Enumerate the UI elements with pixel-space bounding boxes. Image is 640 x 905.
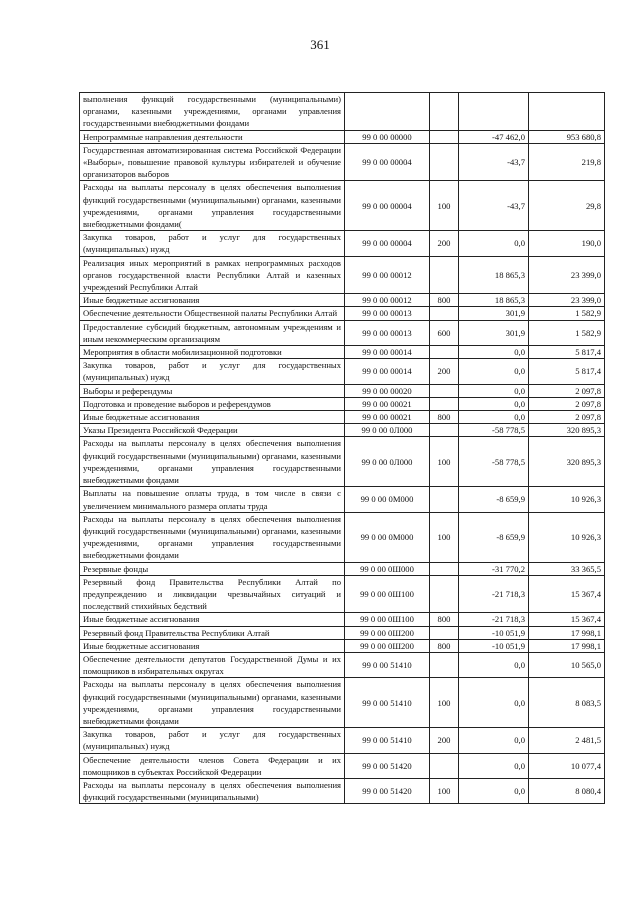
row-expense-type: 100 [430,181,459,231]
row-total-amount: 1 582,9 [529,307,605,320]
row-change-amount: -31 770,2 [459,562,529,575]
row-code: 99 0 00 0Ш200 [345,626,430,639]
row-code: 99 0 00 00014 [345,359,430,384]
row-code: 99 0 00 00012 [345,294,430,307]
row-expense-type: 100 [430,512,459,562]
table-row [80,652,605,677]
row-code: 99 0 00 00020 [345,384,430,397]
row-change-amount: 0,0 [459,728,529,753]
table-row [80,411,605,424]
row-change-amount: 18 865,3 [459,256,529,294]
row-change-amount: 0,0 [459,678,529,728]
row-name: Обеспечение деятельности членов Совета Федерации и их помощников в субъектах Российской Федерации [80,753,345,778]
row-total-amount: 29,8 [529,181,605,231]
row-total-amount: 1 582,9 [529,320,605,345]
table-row [80,626,605,639]
row-total-amount: 10 926,3 [529,487,605,512]
row-total-amount: 190,0 [529,231,605,256]
row-name: Резервный фонд Правительства Республики Алтай по предупреждению и ликвидации чрезвычайных ситуаций и последствий стихийных бедствий [80,575,345,613]
table-row [80,562,605,575]
row-total-amount: 2 097,8 [529,411,605,424]
row-name: Непрограммные направления деятельности [80,130,345,143]
table-row [80,512,605,562]
table-row [80,359,605,384]
row-expense-type [430,346,459,359]
row-code: 99 0 00 51410 [345,678,430,728]
row-name: Обеспечение деятельности Общественной палаты Республики Алтай [80,307,345,320]
row-change-amount: -47 462,0 [459,130,529,143]
row-total-amount: 2 481,5 [529,728,605,753]
row-change-amount: -43,7 [459,181,529,231]
row-code: 99 0 00 0Л000 [345,424,430,437]
row-code: 99 0 00 00014 [345,346,430,359]
row-change-amount: -8 659,9 [459,487,529,512]
table-row [80,728,605,753]
row-expense-type [430,626,459,639]
row-code: 99 0 00 00004 [345,231,430,256]
budget-table [79,92,605,804]
row-change-amount: 0,0 [459,359,529,384]
row-total-amount: 10 077,4 [529,753,605,778]
table-row [80,143,605,181]
row-expense-type [430,487,459,512]
row-expense-type: 200 [430,728,459,753]
row-total-amount: 320 895,3 [529,424,605,437]
row-name: Расходы на выплаты персоналу в целях обеспечения выполнения функций государственными (муниципальными) [80,778,345,803]
row-change-amount: 0,0 [459,346,529,359]
table-row [80,384,605,397]
table-row [80,320,605,345]
row-change-amount: -58 778,5 [459,437,529,487]
table-row [80,130,605,143]
row-total-amount: 23 399,0 [529,294,605,307]
row-total-amount: 5 817,4 [529,359,605,384]
row-change-amount: 0,0 [459,753,529,778]
row-code: 99 0 00 0Ш100 [345,575,430,613]
row-total-amount: 5 817,4 [529,346,605,359]
row-change-amount: -10 051,9 [459,639,529,652]
row-name: Выплаты на повышение оплаты труда, в том числе в связи с увеличением минимального размера оплаты труда [80,487,345,512]
row-total-amount: 10 565,0 [529,652,605,677]
row-expense-type [430,307,459,320]
row-total-amount: 320 895,3 [529,437,605,487]
row-expense-type [430,562,459,575]
table-row [80,256,605,294]
row-name: Иные бюджетные ассигнования [80,294,345,307]
row-name: Подготовка и проведение выборов и референдумов [80,397,345,410]
row-code: 99 0 00 0Ш100 [345,613,430,626]
row-change-amount [459,93,529,131]
row-code: 99 0 00 0Ш000 [345,562,430,575]
row-code: 99 0 00 00021 [345,411,430,424]
row-change-amount: -8 659,9 [459,512,529,562]
row-name: Выборы и референдумы [80,384,345,397]
table-row [80,93,605,131]
row-name: Государственная автоматизированная система Российской Федерации «Выборы», повышение правовой культуры избирателей и обучение организаторов выборов [80,143,345,181]
row-change-amount: -21 718,3 [459,575,529,613]
row-name: Предоставление субсидий бюджетным, автономным учреждениям и иным некоммерческим организациям [80,320,345,345]
row-code: 99 0 00 00000 [345,130,430,143]
row-total-amount: 8 080,4 [529,778,605,803]
row-name: Расходы на выплаты персоналу в целях обеспечения выполнения функций государственными (муниципальными) органами, казенными учреждениями, органами управления государственными внебюджетными фондами [80,678,345,728]
row-change-amount: 18 865,3 [459,294,529,307]
row-expense-type: 600 [430,320,459,345]
row-expense-type [430,130,459,143]
row-code: 99 0 00 0Л000 [345,437,430,487]
row-change-amount: 0,0 [459,778,529,803]
row-expense-type [430,652,459,677]
row-expense-type: 200 [430,359,459,384]
row-change-amount: 0,0 [459,411,529,424]
row-name: Резервные фонды [80,562,345,575]
row-name: Закупка товаров, работ и услуг для государственных (муниципальных) нужд [80,728,345,753]
row-name: Указы Президента Российской Федерации [80,424,345,437]
row-total-amount: 953 680,8 [529,130,605,143]
table-row [80,231,605,256]
row-name: Расходы на выплаты персоналу в целях обеспечения выполнения функций государственными (муниципальными) органами, казенными учреждениями, органами управления государственными внебюджетными фондами [80,437,345,487]
row-change-amount: 0,0 [459,231,529,256]
row-name: Закупка товаров, работ и услуг для государственных (муниципальных) нужд [80,231,345,256]
row-change-amount: -58 778,5 [459,424,529,437]
row-code: 99 0 00 0Ш200 [345,639,430,652]
row-code: 99 0 00 51420 [345,778,430,803]
row-code: 99 0 00 00004 [345,181,430,231]
row-total-amount: 2 097,8 [529,397,605,410]
row-code: 99 0 00 51410 [345,728,430,753]
row-change-amount: -21 718,3 [459,613,529,626]
row-total-amount: 219,8 [529,143,605,181]
row-total-amount: 17 998,1 [529,626,605,639]
row-total-amount: 10 926,3 [529,512,605,562]
table-row [80,424,605,437]
row-code: 99 0 00 00013 [345,320,430,345]
table-row [80,397,605,410]
row-code: 99 0 00 00012 [345,256,430,294]
table-row [80,294,605,307]
row-expense-type [430,575,459,613]
row-expense-type [430,424,459,437]
row-expense-type: 100 [430,678,459,728]
row-name: Расходы на выплаты персоналу в целях обеспечения выполнения функций государственными (муниципальными) органами, казенными учреждениями, органами управления государственными внебюджетными фондами [80,512,345,562]
row-change-amount: -10 051,9 [459,626,529,639]
row-code: 99 0 00 0М000 [345,512,430,562]
row-expense-type: 800 [430,639,459,652]
budget-table-body [80,93,605,804]
row-code: 99 0 00 00004 [345,143,430,181]
table-row [80,778,605,803]
row-total-amount: 15 367,4 [529,575,605,613]
row-expense-type [430,143,459,181]
row-code: 99 0 00 51420 [345,753,430,778]
row-total-amount: 15 367,4 [529,613,605,626]
row-total-amount: 17 998,1 [529,639,605,652]
row-name: Резервный фонд Правительства Республики Алтай [80,626,345,639]
row-expense-type: 100 [430,437,459,487]
row-total-amount [529,93,605,131]
row-code [345,93,430,131]
row-total-amount: 8 083,5 [529,678,605,728]
row-expense-type: 800 [430,411,459,424]
row-change-amount: 301,9 [459,320,529,345]
row-expense-type [430,256,459,294]
table-row [80,346,605,359]
row-change-amount: 0,0 [459,652,529,677]
row-name: Иные бюджетные ассигнования [80,613,345,626]
row-name: Реализация иных мероприятий в рамках непрограммных расходов органов государственной власти Республики Алтай и казенных учреждений Республики Алтай [80,256,345,294]
row-change-amount: -43,7 [459,143,529,181]
table-row [80,307,605,320]
row-code: 99 0 00 00013 [345,307,430,320]
row-expense-type: 800 [430,294,459,307]
row-name: Иные бюджетные ассигнования [80,639,345,652]
row-name: выполнения функций государственными (муниципальными) органами, казенными учреждениями, органами управления государственными внебюджетными фондами [80,93,345,131]
row-expense-type: 100 [430,778,459,803]
row-expense-type: 200 [430,231,459,256]
row-expense-type [430,93,459,131]
row-change-amount: 0,0 [459,397,529,410]
table-row [80,753,605,778]
row-name: Обеспечение деятельности депутатов Государственной Думы и их помощников в избирательных округах [80,652,345,677]
row-total-amount: 33 365,5 [529,562,605,575]
row-name: Иные бюджетные ассигнования [80,411,345,424]
row-expense-type: 800 [430,613,459,626]
row-expense-type [430,384,459,397]
table-row [80,487,605,512]
row-total-amount: 2 097,8 [529,384,605,397]
row-expense-type [430,397,459,410]
row-name: Расходы на выплаты персоналу в целях обеспечения выполнения функций государственными (муниципальными) органами, казенными учреждениями, органами управления государственными внебюджетными фондами( [80,181,345,231]
row-expense-type [430,753,459,778]
row-change-amount: 301,9 [459,307,529,320]
row-change-amount: 0,0 [459,384,529,397]
row-code: 99 0 00 0М000 [345,487,430,512]
table-row [80,575,605,613]
table-row [80,613,605,626]
row-name: Закупка товаров, работ и услуг для государственных (муниципальных) нужд [80,359,345,384]
row-name: Мероприятия в области мобилизационной подготовки [80,346,345,359]
table-row [80,639,605,652]
table-row [80,181,605,231]
row-code: 99 0 00 51410 [345,652,430,677]
table-row [80,437,605,487]
table-row [80,678,605,728]
row-code: 99 0 00 00021 [345,397,430,410]
row-total-amount: 23 399,0 [529,256,605,294]
page-number: 361 [310,37,330,52]
